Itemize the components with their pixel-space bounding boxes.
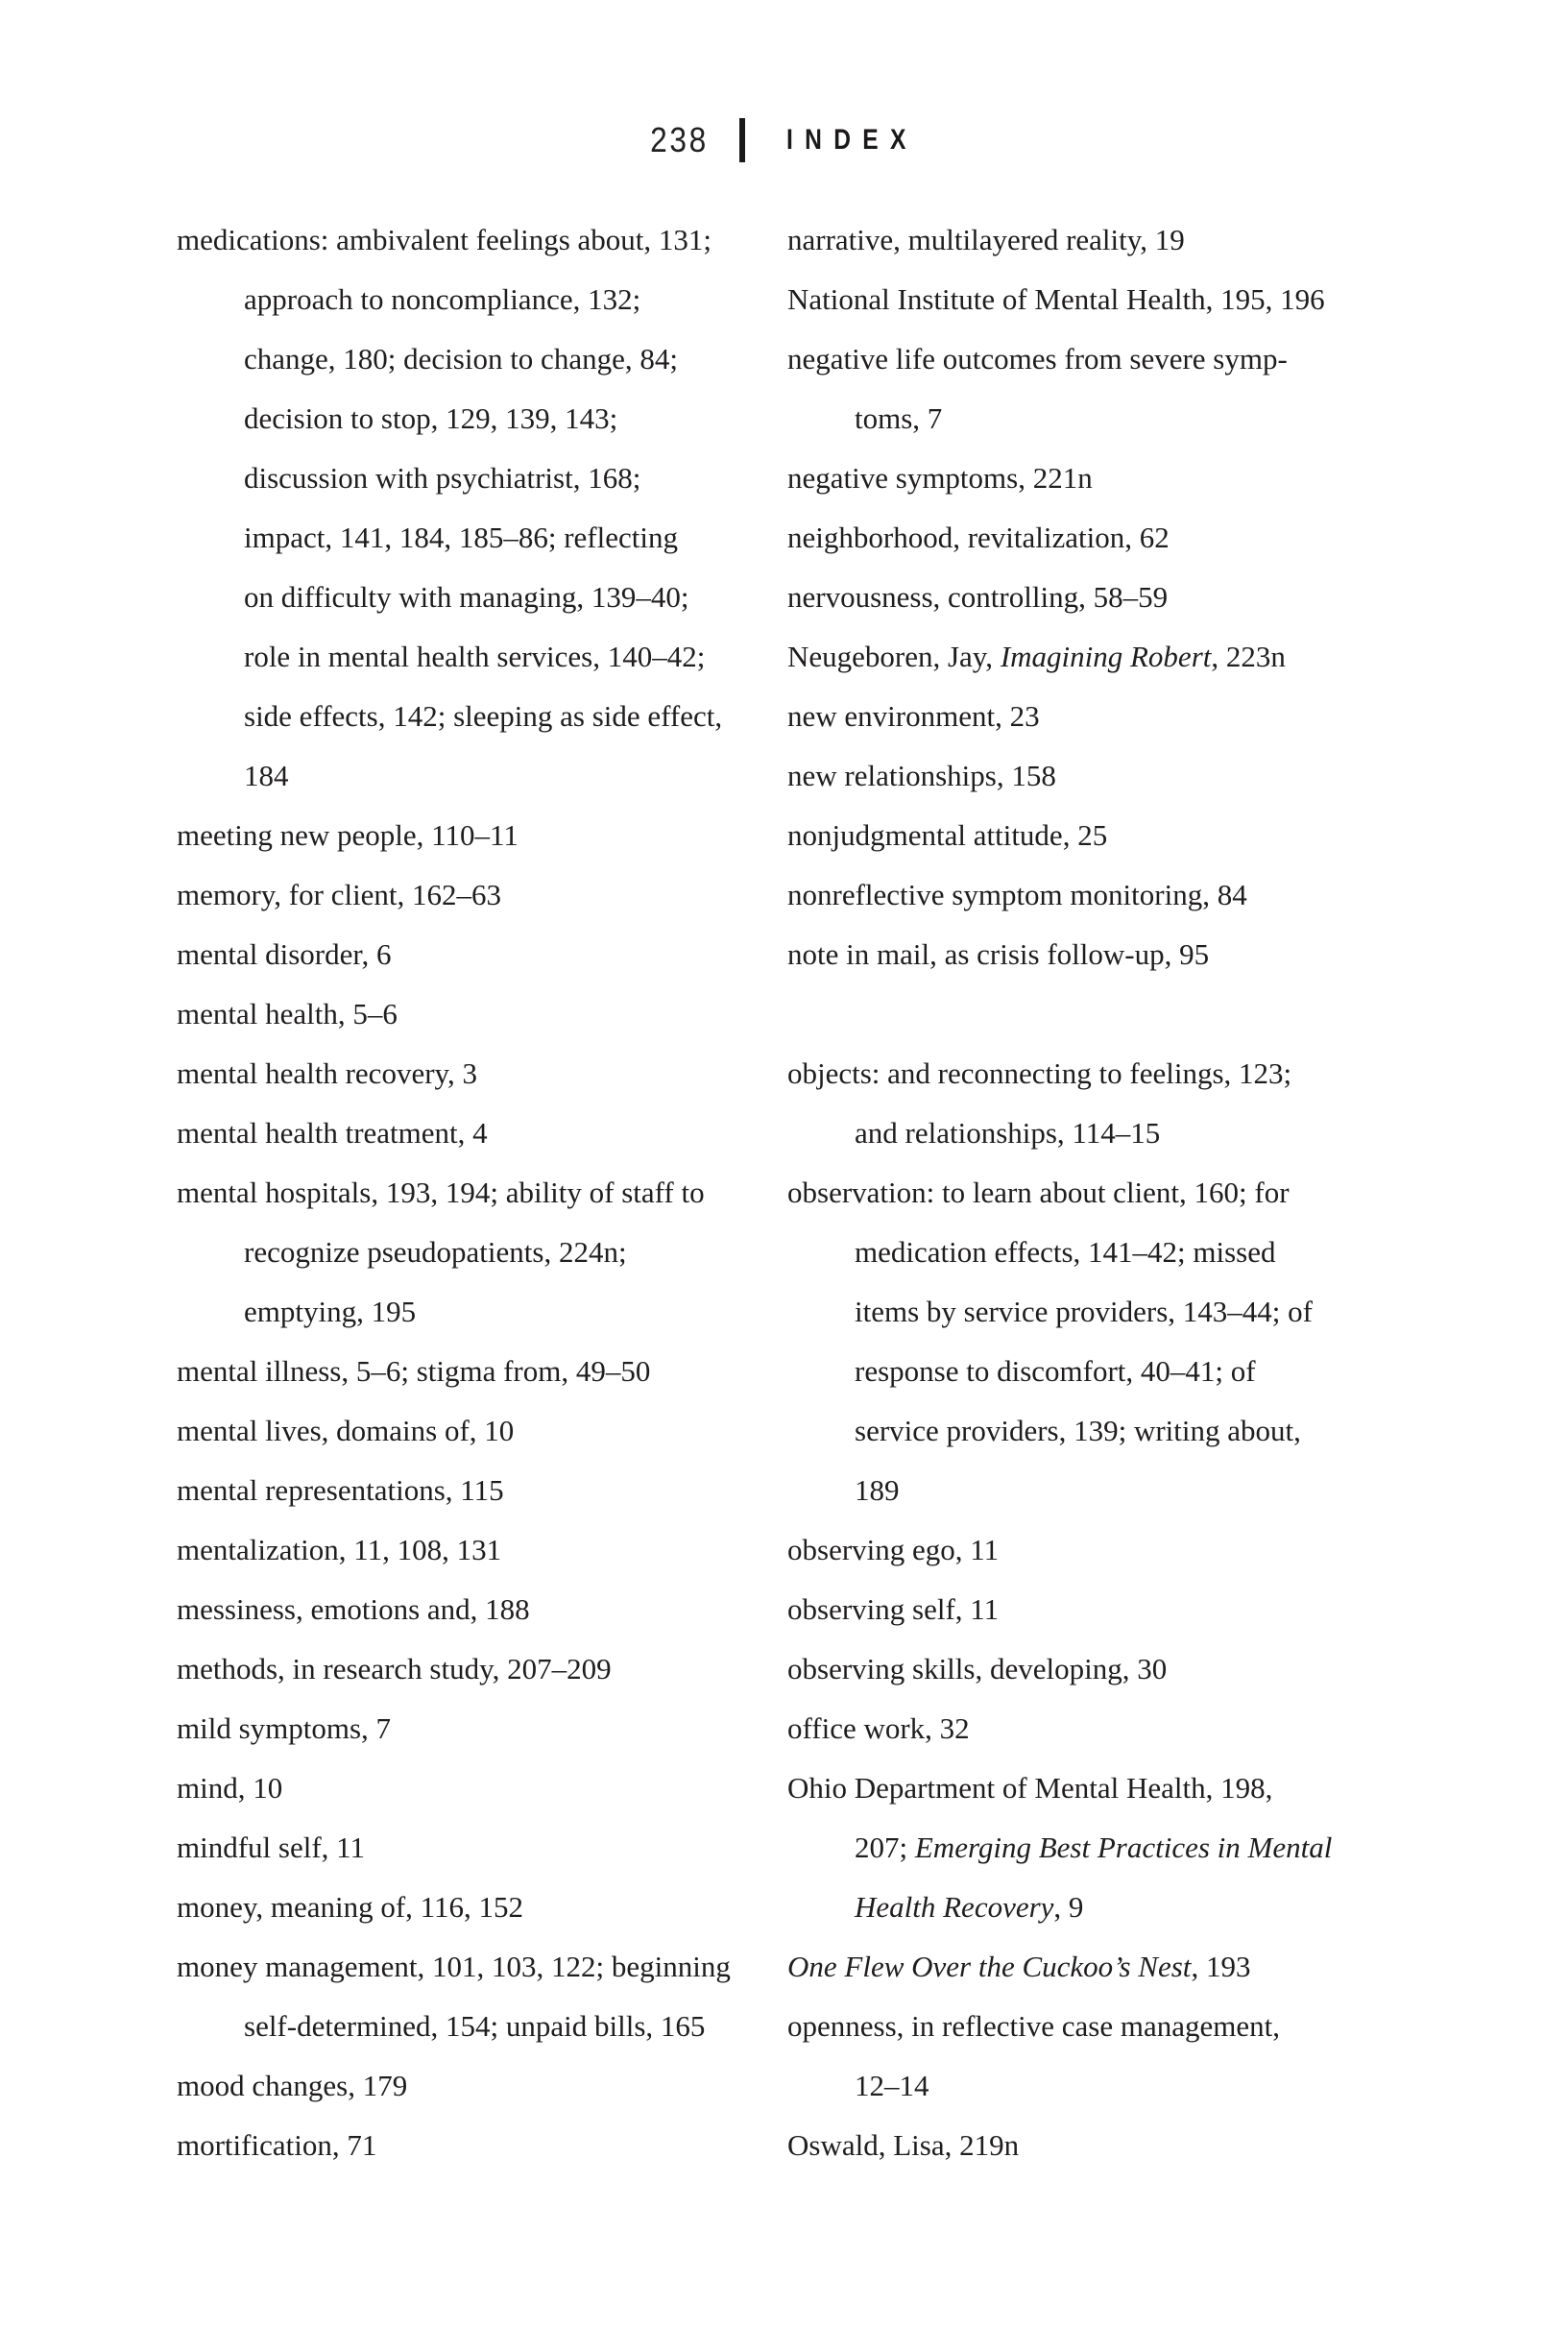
index-line xyxy=(787,2056,1440,2116)
index-line xyxy=(177,1044,787,1103)
index-line xyxy=(177,627,787,687)
index-line xyxy=(177,1401,787,1461)
index-line-text: observation: to learn about client, 160; for xyxy=(787,1176,1290,1209)
index-line-text: mental representations, 115 xyxy=(177,1473,504,1507)
italic-title: Emerging Best Practices in Mental xyxy=(914,1831,1333,1864)
index-line xyxy=(787,270,1440,329)
index-line xyxy=(787,806,1440,865)
index-line xyxy=(177,1878,787,1937)
index-line-text: mental disorder, 6 xyxy=(177,937,392,971)
index-line xyxy=(177,865,787,925)
index-line-text: methods, in research study, 207–209 xyxy=(177,1652,612,1685)
index-line-text: mental health, 5–6 xyxy=(177,997,398,1031)
index-line-text: new relationships, 158 xyxy=(787,759,1056,792)
index-line xyxy=(787,1103,1440,1163)
index-line-text: toms, 7 xyxy=(855,401,943,435)
index-line xyxy=(177,508,787,568)
index-line xyxy=(787,1937,1440,1997)
index-line xyxy=(787,1699,1440,1758)
index-line-text: money, meaning of, 116, 152 xyxy=(177,1890,524,1924)
index-line xyxy=(177,449,787,508)
index-line-text: mentalization, 11, 108, 131 xyxy=(177,1533,502,1566)
index-line xyxy=(787,925,1440,984)
index-line-text: narrative, multilayered reality, 19 xyxy=(787,223,1185,256)
index-line xyxy=(177,806,787,865)
index-line xyxy=(787,1163,1440,1223)
index-line-text: messiness, emotions and, 188 xyxy=(177,1592,530,1626)
blank-line xyxy=(787,984,1440,1044)
index-line-text: discussion with psychiatrist, 168; xyxy=(244,461,641,495)
index-line-text: meeting new people, 110–11 xyxy=(177,818,519,852)
index-line-text: nonjudgmental attitude, 25 xyxy=(787,818,1108,852)
index-line xyxy=(787,2116,1440,2175)
index-line xyxy=(177,1282,787,1342)
header-separator-bar xyxy=(739,118,745,162)
index-line xyxy=(177,1223,787,1282)
index-line xyxy=(177,1758,787,1818)
index-line xyxy=(787,389,1440,449)
index-line xyxy=(177,1639,787,1699)
index-line-text: recognize pseudopatients, 224n; xyxy=(244,1235,627,1269)
index-line xyxy=(787,1282,1440,1342)
index-line-text: mental lives, domains of, 10 xyxy=(177,1414,515,1447)
italic-title: One Flew Over the Cuckoo’s Nest xyxy=(787,1950,1192,1983)
index-line xyxy=(787,746,1440,806)
running-head xyxy=(177,113,1402,167)
index-line xyxy=(787,1878,1440,1937)
index-line xyxy=(787,508,1440,568)
index-line xyxy=(787,1223,1440,1282)
index-line-text: impact, 141, 184, 185–86; reflecting xyxy=(244,521,678,554)
index-line-text: items by service providers, 143–44; of xyxy=(855,1295,1313,1328)
index-line-text: 189 xyxy=(855,1473,900,1507)
index-line xyxy=(787,687,1440,746)
index-line-text: mortification, 71 xyxy=(177,2128,377,2162)
index-line-text: 207; xyxy=(855,1831,915,1864)
index-line xyxy=(177,1699,787,1758)
index-line xyxy=(177,210,787,270)
index-line-text: on difficulty with managing, 139–40; xyxy=(244,580,689,614)
index-line-text: 184 xyxy=(244,759,289,792)
index-line-text: observing self, 11 xyxy=(787,1592,1000,1626)
index-line-text: , 9 xyxy=(1053,1890,1084,1924)
index-line-text: mental illness, 5–6; stigma from, 49–50 xyxy=(177,1354,651,1388)
index-line xyxy=(177,984,787,1044)
index-line-text: Neugeboren, Jay, xyxy=(787,640,1001,673)
index-line-text: mindful self, 11 xyxy=(177,1831,366,1864)
index-line xyxy=(787,1461,1440,1520)
index-line-text: new environment, 23 xyxy=(787,699,1040,733)
index-line-text: service providers, 139; writing about, xyxy=(855,1414,1301,1447)
index-line-text: Ohio Department of Mental Health, 198, xyxy=(787,1771,1273,1805)
page-number: 238 xyxy=(650,120,710,159)
index-line-text: Oswald, Lisa, 219n xyxy=(787,2128,1020,2162)
index-line xyxy=(177,746,787,806)
index-line-text: emptying, 195 xyxy=(244,1295,417,1328)
index-line-text: role in mental health services, 140–42; xyxy=(244,640,706,673)
index-column-left xyxy=(177,210,787,2175)
index-line-text: side effects, 142; sleeping as side effect, xyxy=(244,699,723,733)
index-line xyxy=(177,2116,787,2175)
index-line xyxy=(787,568,1440,627)
index-line xyxy=(177,270,787,329)
index-line-text: medication effects, 141–42; missed xyxy=(855,1235,1276,1269)
index-line xyxy=(177,1163,787,1223)
index-line xyxy=(177,1997,787,2056)
index-line xyxy=(787,1997,1440,2056)
index-line-text: mind, 10 xyxy=(177,1771,283,1805)
index-line xyxy=(787,1401,1440,1461)
index-line xyxy=(787,865,1440,925)
index-line xyxy=(787,329,1440,389)
index-line-text: memory, for client, 162–63 xyxy=(177,878,502,911)
italic-title: Health Recovery xyxy=(855,1890,1054,1924)
index-line xyxy=(177,1580,787,1639)
index-line xyxy=(177,568,787,627)
index-line-text: observing skills, developing, 30 xyxy=(787,1652,1168,1685)
index-line-text: response to discomfort, 40–41; of xyxy=(855,1354,1256,1388)
index-line-text: and relationships, 114–15 xyxy=(855,1116,1161,1150)
index-line xyxy=(177,1520,787,1580)
index-line-text: neighborhood, revitalization, 62 xyxy=(787,521,1170,554)
italic-title: Imagining Robert xyxy=(1000,640,1212,673)
index-line-text: change, 180; decision to change, 84; xyxy=(244,342,678,376)
index-line xyxy=(787,210,1440,270)
index-line xyxy=(177,1342,787,1401)
index-line xyxy=(177,687,787,746)
index-line xyxy=(787,449,1440,508)
index-line-text: nonreflective symptom monitoring, 84 xyxy=(787,878,1247,911)
index-line xyxy=(787,1758,1440,1818)
index-line xyxy=(787,1520,1440,1580)
index-line xyxy=(177,329,787,389)
index-line-text: mental health treatment, 4 xyxy=(177,1116,488,1150)
index-line-text: , 223n xyxy=(1211,640,1286,673)
index-line-text: note in mail, as crisis follow-up, 95 xyxy=(787,937,1210,971)
index-line-text: approach to noncompliance, 132; xyxy=(244,282,641,316)
index-line xyxy=(177,2056,787,2116)
index-line xyxy=(787,1342,1440,1401)
index-line xyxy=(787,1580,1440,1639)
index-line-text: office work, 32 xyxy=(787,1711,970,1745)
index-line xyxy=(177,925,787,984)
index-line-text: National Institute of Mental Health, 195, 196 xyxy=(787,282,1325,316)
index-line xyxy=(787,1639,1440,1699)
index-line-text: negative symptoms, 221n xyxy=(787,461,1093,495)
index-line xyxy=(177,1103,787,1163)
index-line-text: money management, 101, 103, 122; beginning xyxy=(177,1950,731,1983)
index-line-text: nervousness, controlling, 58–59 xyxy=(787,580,1169,614)
index-line-text: objects: and reconnecting to feelings, 123; xyxy=(787,1056,1292,1090)
index-line-text: 12–14 xyxy=(855,2069,929,2102)
index-line xyxy=(787,627,1440,687)
index-line-text: negative life outcomes from severe symp- xyxy=(787,342,1288,376)
index-line-text: mood changes, 179 xyxy=(177,2069,408,2102)
index-line-text: observing ego, 11 xyxy=(787,1533,1000,1566)
index-line-text: , 193 xyxy=(1191,1950,1251,1983)
header-title: INDEX xyxy=(786,124,918,156)
index-line xyxy=(177,1461,787,1520)
index-line xyxy=(177,389,787,449)
index-line-text: mental hospitals, 193, 194; ability of staff to xyxy=(177,1176,705,1209)
index-line-text: openness, in reflective case management, xyxy=(787,2009,1280,2043)
index-column-right xyxy=(787,210,1440,2175)
index-line xyxy=(787,1818,1440,1878)
index-line xyxy=(177,1937,787,1997)
index-line-text: mild symptoms, 7 xyxy=(177,1711,392,1745)
index-line-text: decision to stop, 129, 139, 143; xyxy=(244,401,618,435)
index-line xyxy=(177,1818,787,1878)
index-line xyxy=(787,1044,1440,1103)
index-line-text: medications: ambivalent feelings about, 131; xyxy=(177,223,712,256)
index-line-text: self-determined, 154; unpaid bills, 165 xyxy=(244,2009,706,2043)
index-line-text: mental health recovery, 3 xyxy=(177,1056,478,1090)
